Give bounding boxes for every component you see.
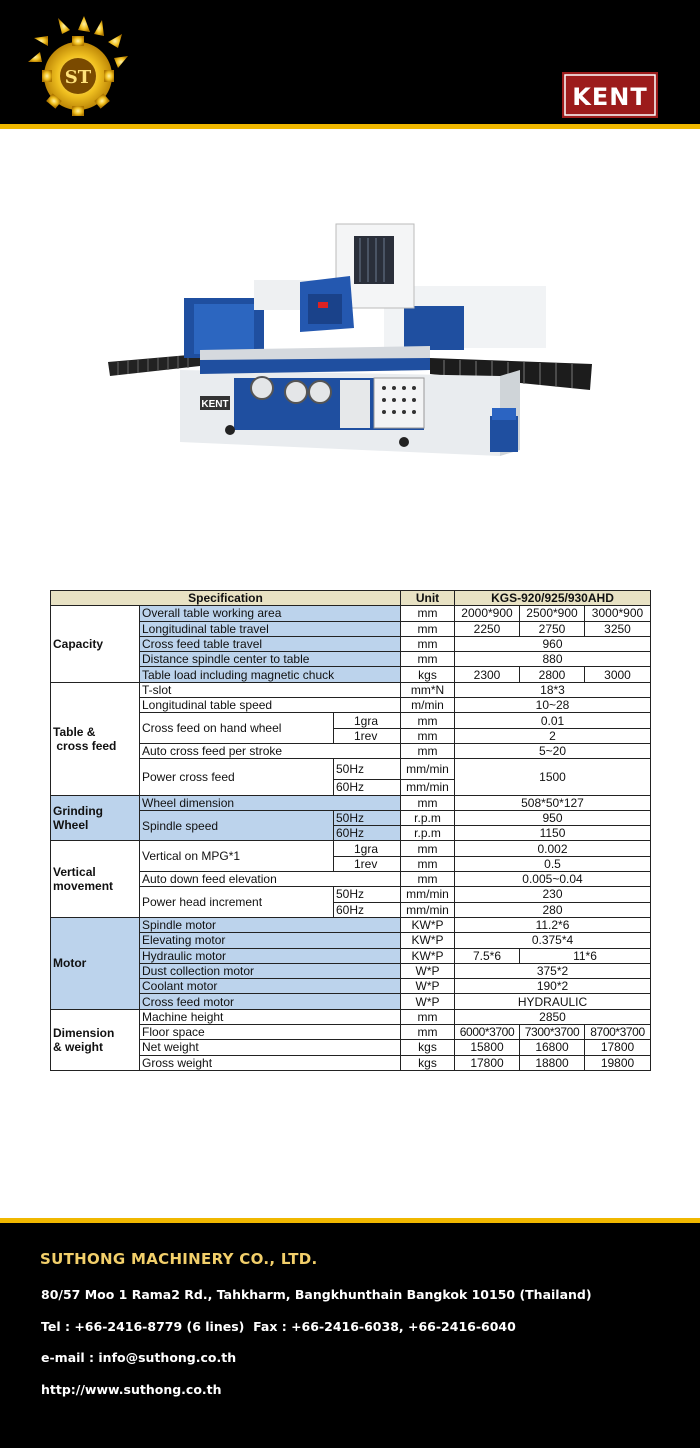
- row-sublabel: 60Hz: [334, 780, 401, 795]
- row-value: 16800: [520, 1040, 585, 1055]
- group-capacity: Capacity: [51, 606, 140, 682]
- row-unit: mm: [401, 795, 455, 810]
- row-label: Cross feed motor: [140, 994, 401, 1009]
- row-label: Power head increment: [140, 887, 334, 918]
- row-unit: mm: [401, 743, 455, 758]
- row-label: Longitudinal table speed: [140, 698, 401, 713]
- table-row: [51, 979, 651, 994]
- table-row: [51, 652, 651, 667]
- row-value: 0.01: [455, 713, 651, 728]
- row-label: Table load including magnetic chuck: [140, 667, 401, 682]
- row-value: 0.005~0.04: [455, 872, 651, 887]
- row-value: 2750: [520, 621, 585, 636]
- row-label: Floor space: [140, 1025, 401, 1040]
- row-value: 3000: [585, 667, 651, 682]
- table-row: [51, 1025, 651, 1040]
- row-unit: KW*P: [401, 948, 455, 963]
- row-unit: KW*P: [401, 917, 455, 932]
- table-row: [51, 948, 651, 963]
- row-value: 960: [455, 636, 651, 651]
- table-row: [51, 1055, 651, 1070]
- row-label: Power cross feed: [140, 759, 334, 795]
- row-value: 7300*3700: [520, 1025, 585, 1040]
- row-unit: KW*P: [401, 933, 455, 948]
- table-row: [51, 917, 651, 932]
- table-row: [51, 743, 651, 758]
- row-label: Longitudinal table travel: [140, 621, 401, 636]
- row-sublabel: 1rev: [334, 856, 401, 871]
- row-value: 17800: [585, 1040, 651, 1055]
- row-sublabel: 1gra: [334, 713, 401, 728]
- table-row: [51, 887, 651, 902]
- header-model: KGS-920/925/930AHD: [455, 591, 651, 606]
- row-label: T-slot: [140, 682, 401, 697]
- row-value: 280: [455, 902, 651, 917]
- group-dimension-weight: [51, 1009, 140, 1070]
- group-label-line: cross feed: [56, 738, 117, 753]
- row-unit: mm: [401, 856, 455, 871]
- header-spec: Specification: [51, 591, 401, 606]
- table-row: [51, 994, 651, 1009]
- row-value: 0.375*4: [455, 933, 651, 948]
- table-row: [51, 933, 651, 948]
- machine-kent-label: KENT: [201, 399, 229, 410]
- table-row: [51, 841, 651, 856]
- group-grinding-wheel: [51, 795, 140, 841]
- row-value: 2: [455, 728, 651, 743]
- group-label-line: Table &: [53, 724, 96, 739]
- row-label: Cross feed on hand wheel: [140, 713, 334, 744]
- group-motor: Motor: [51, 917, 140, 1009]
- row-label: Spindle motor: [140, 917, 401, 932]
- row-value: HYDRAULIC: [455, 994, 651, 1009]
- group-label-line: movement: [53, 879, 114, 894]
- row-unit: m/min: [401, 698, 455, 713]
- row-unit: mm/min: [401, 887, 455, 902]
- row-value: 190*2: [455, 979, 651, 994]
- header-unit: Unit: [401, 591, 455, 606]
- row-value: 6000*3700: [455, 1025, 520, 1040]
- row-value: 2800: [520, 667, 585, 682]
- row-sublabel: 50Hz: [334, 810, 401, 825]
- row-label: Auto cross feed per stroke: [140, 743, 401, 758]
- group-table-cross-feed: [51, 682, 140, 795]
- row-value: 2850: [455, 1009, 651, 1024]
- row-unit: mm/min: [401, 759, 455, 780]
- row-value: 950: [455, 810, 651, 825]
- row-value: 375*2: [455, 963, 651, 978]
- row-value: 8700*3700: [585, 1025, 651, 1040]
- svg-text:ST: ST: [64, 67, 92, 88]
- row-unit: mm*N: [401, 682, 455, 697]
- row-unit: r.p.m: [401, 810, 455, 825]
- row-value: 7.5*6: [455, 948, 520, 963]
- table-row: [51, 636, 651, 651]
- row-label: Cross feed table travel: [140, 636, 401, 651]
- row-unit: mm/min: [401, 780, 455, 795]
- row-value: 508*50*127: [455, 795, 651, 810]
- row-unit: W*P: [401, 963, 455, 978]
- row-value: 230: [455, 887, 651, 902]
- row-value: 0.5: [455, 856, 651, 871]
- table-row: [51, 713, 651, 728]
- row-label: Coolant motor: [140, 979, 401, 994]
- table-row: [51, 698, 651, 713]
- row-sublabel: 50Hz: [334, 887, 401, 902]
- kent-logo: [562, 72, 658, 118]
- table-row: [51, 759, 651, 780]
- row-label: Dust collection motor: [140, 963, 401, 978]
- row-value: 1500: [455, 759, 651, 795]
- suthong-gear-logo: [22, 12, 134, 120]
- surface-grinder-image: [104, 220, 596, 470]
- table-row: [51, 667, 651, 682]
- row-value: 2250: [455, 621, 520, 636]
- row-unit: mm: [401, 841, 455, 856]
- company-email[interactable]: e-mail : info@suthong.co.th: [41, 1350, 237, 1365]
- header-accent-line: [0, 124, 700, 129]
- row-value: 17800: [455, 1055, 520, 1070]
- row-unit: kgs: [401, 667, 455, 682]
- row-unit: mm: [401, 652, 455, 667]
- row-label: Hydraulic motor: [140, 948, 401, 963]
- row-value: 2300: [455, 667, 520, 682]
- row-sublabel: 1gra: [334, 841, 401, 856]
- table-row: [51, 682, 651, 697]
- row-unit: mm: [401, 713, 455, 728]
- page-header: [0, 0, 700, 124]
- row-sublabel: 60Hz: [334, 902, 401, 917]
- row-label: Wheel dimension: [140, 795, 401, 810]
- row-unit: mm: [401, 728, 455, 743]
- row-value: 0.002: [455, 841, 651, 856]
- row-unit: W*P: [401, 979, 455, 994]
- row-unit: kgs: [401, 1055, 455, 1070]
- group-vertical-movement: [51, 841, 140, 917]
- table-row: [51, 606, 651, 621]
- row-label: Auto down feed elevation: [140, 872, 401, 887]
- table-row: [51, 795, 651, 810]
- row-value: 15800: [455, 1040, 520, 1055]
- row-unit: mm: [401, 621, 455, 636]
- row-sublabel: 50Hz: [334, 759, 401, 780]
- row-value: 18*3: [455, 682, 651, 697]
- row-label: Machine height: [140, 1009, 401, 1024]
- row-label: Gross weight: [140, 1055, 401, 1070]
- row-value: 5~20: [455, 743, 651, 758]
- row-sublabel: 1rev: [334, 728, 401, 743]
- row-unit: mm: [401, 1009, 455, 1024]
- group-label-line: Wheel: [53, 818, 89, 832]
- row-label: Distance spindle center to table: [140, 652, 401, 667]
- table-row: [51, 810, 651, 825]
- row-value: 3250: [585, 621, 651, 636]
- row-value: 2500*900: [520, 606, 585, 621]
- row-label: Vertical on MPG*1: [140, 841, 334, 872]
- row-sublabel: 60Hz: [334, 826, 401, 841]
- table-row: [51, 621, 651, 636]
- row-unit: mm: [401, 1025, 455, 1040]
- row-unit: W*P: [401, 994, 455, 1009]
- company-phone: Tel : +66-2416-8779 (6 lines) Fax : +66-2416-6038, +66-2416-6040: [41, 1319, 516, 1334]
- group-label-line: Dimension: [53, 1025, 115, 1040]
- group-label-line: & weight: [53, 1039, 103, 1054]
- row-value: 3000*900: [585, 606, 651, 621]
- group-label-line: Vertical: [53, 865, 96, 880]
- row-label: Elevating motor: [140, 933, 401, 948]
- row-value: 11*6: [520, 948, 651, 963]
- row-label: Net weight: [140, 1040, 401, 1055]
- row-label: Spindle speed: [140, 810, 334, 841]
- row-value: 2000*900: [455, 606, 520, 621]
- row-unit: kgs: [401, 1040, 455, 1055]
- row-unit: mm/min: [401, 902, 455, 917]
- table-row: [51, 1009, 651, 1024]
- row-unit: mm: [401, 636, 455, 651]
- page-footer: [0, 1223, 700, 1448]
- company-website-link[interactable]: http://www.suthong.co.th: [41, 1382, 222, 1397]
- row-value: 11.2*6: [455, 917, 651, 932]
- row-value: 880: [455, 652, 651, 667]
- company-name: SUTHONG MACHINERY CO., LTD.: [40, 1250, 318, 1268]
- row-value: 18800: [520, 1055, 585, 1070]
- table-row: [51, 963, 651, 978]
- row-unit: r.p.m: [401, 826, 455, 841]
- specification-table: [50, 590, 651, 1071]
- row-label: Overall table working area: [140, 606, 401, 621]
- row-value: 19800: [585, 1055, 651, 1070]
- row-unit: mm: [401, 606, 455, 621]
- table-row: [51, 872, 651, 887]
- row-value: 10~28: [455, 698, 651, 713]
- company-address: 80/57 Moo 1 Rama2 Rd., Tahkharm, Bangkhunthain Bangkok 10150 (Thailand): [41, 1287, 592, 1302]
- svg-text:KENT: KENT: [572, 83, 648, 111]
- table-header-row: [51, 591, 651, 606]
- table-row: [51, 1040, 651, 1055]
- group-label-line: Grinding: [53, 804, 103, 818]
- row-value: 1150: [455, 826, 651, 841]
- row-unit: mm: [401, 872, 455, 887]
